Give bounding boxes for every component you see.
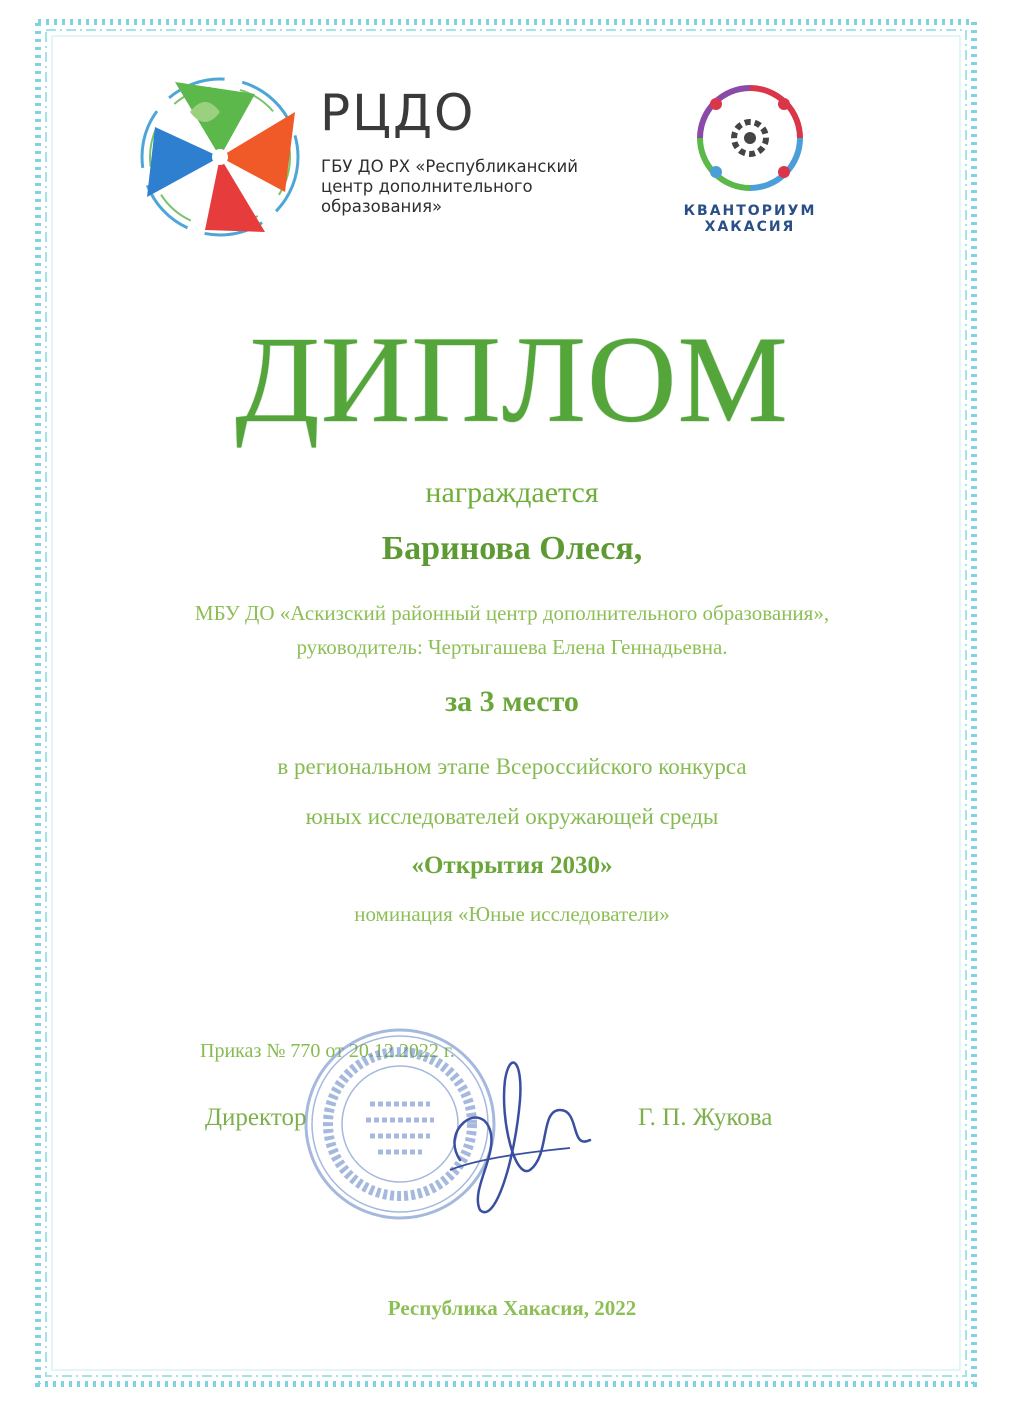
partner-line: КВАНТОРИУМ (683, 203, 817, 219)
partner-name (640, 203, 860, 235)
diploma-title: ДИПЛОМ (235, 311, 789, 448)
signer-position: Директор (205, 1104, 307, 1131)
place-and-year: Республика Хакасия, 2022 (387, 1296, 637, 1320)
org-full-line: центр дополнительного (321, 177, 533, 196)
event-name: «Открытия 2030» (411, 852, 613, 879)
handwritten-signature (420, 1040, 620, 1230)
award-place: за 3 место (445, 685, 579, 718)
order-number: Приказ № 770 от 20.12.2022 г. (200, 1040, 455, 1062)
kvantorium-logo-icon (692, 80, 808, 196)
awarded-text: награждается (425, 476, 599, 509)
nomination: номинация «Юные исследователи» (354, 902, 670, 926)
pinwheel-logo-icon (135, 72, 305, 242)
supervisor-line: руководитель: Чертыгашева Елена Геннадьевна. (296, 635, 728, 659)
org-full-name (321, 157, 591, 217)
partner-line: ХАКАСИЯ (704, 219, 796, 235)
org-abbreviation: РЦДО (320, 84, 476, 142)
organization-line: МБУ ДО «Аскизский районный центр дополнительного образования», (194, 601, 830, 625)
contest-line: в региональном этапе Всероссийского конкурса (277, 754, 747, 779)
org-full-line: образования» (321, 197, 443, 216)
org-full-line: ГБУ ДО РХ «Республиканский (321, 157, 578, 176)
recipient-name: Баринова Олеся, (381, 530, 643, 567)
recipient-organization (0, 596, 1024, 664)
signer-name: Г. П. Жукова (638, 1104, 773, 1131)
contest-line: юных исследователей окружающей среды (305, 804, 719, 829)
